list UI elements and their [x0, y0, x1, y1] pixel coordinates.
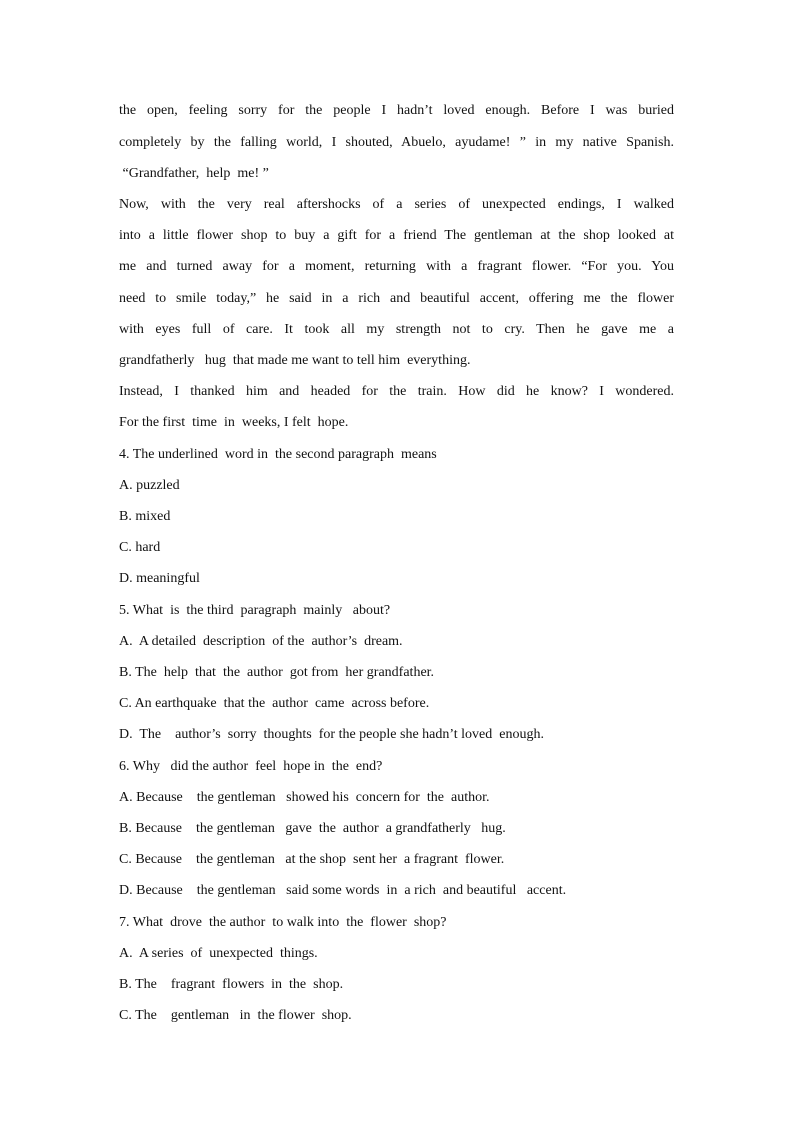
answer-option: D. Because the gentleman said some words in a rich and beautiful accent. — [119, 883, 567, 898]
question-stem: 5. What is the third paragraph mainly about? — [119, 603, 391, 618]
answer-option: C. The gentleman in the flower shop. — [119, 1008, 352, 1023]
question-stem: 7. What drove the author to walk into the flower shop? — [119, 915, 447, 930]
answer-option: A. A detailed description of the author’s dream. — [119, 634, 403, 649]
answer-option: D. The author’s sorry thoughts for the people she hadn’t loved enough. — [119, 727, 544, 742]
answer-option: B. The fragrant flowers in the shop. — [119, 977, 344, 992]
passage-line: grandfatherly hug that made me want to tell him everything. — [119, 353, 471, 368]
answer-option: D. meaningful — [119, 571, 200, 586]
passage-line: For the first time in weeks, I felt hope. — [119, 415, 349, 430]
passage-line: need to smile today,” he said in a rich and beautiful accent, offering me the flower — [119, 291, 674, 306]
answer-option: B. The help that the author got from her grandfather. — [119, 665, 435, 680]
passage-line: completely by the falling world, I shouted, Abuelo, ayudame! ” in my native Spanish. — [119, 135, 674, 150]
answer-option: B. Because the gentleman gave the author a grandfatherly hug. — [119, 821, 506, 836]
answer-option: A. A series of unexpected things. — [119, 946, 318, 961]
passage-line: with eyes full of care. It took all my strength not to cry. Then he gave me a — [119, 322, 674, 337]
answer-option: C. An earthquake that the author came across before. — [119, 696, 430, 711]
question-stem: 6. Why did the author feel hope in the end? — [119, 759, 383, 774]
passage-line: “Grandfather, help me! ” — [119, 166, 269, 181]
answer-option: A. Because the gentleman showed his concern for the author. — [119, 790, 490, 805]
answer-option: C. Because the gentleman at the shop sent her a fragrant flower. — [119, 852, 505, 867]
passage-line: me and turned away for a moment, returning with a fragrant flower. “For you. You — [119, 259, 674, 274]
passage-line: the open, feeling sorry for the people I hadn’t loved enough. Before I was buried — [119, 103, 674, 118]
passage-line: Instead, I thanked him and headed for the train. How did he know? I wondered. — [119, 384, 674, 399]
answer-option: A. puzzled — [119, 478, 180, 493]
passage-line: into a little flower shop to buy a gift for a friend The gentleman at the shop looked at — [119, 228, 674, 243]
answer-option: B. mixed — [119, 509, 171, 524]
passage-line: Now, with the very real aftershocks of a series of unexpected endings, I walked — [119, 197, 674, 212]
question-stem: 4. The underlined word in the second paragraph means — [119, 447, 437, 462]
answer-option: C. hard — [119, 540, 161, 555]
